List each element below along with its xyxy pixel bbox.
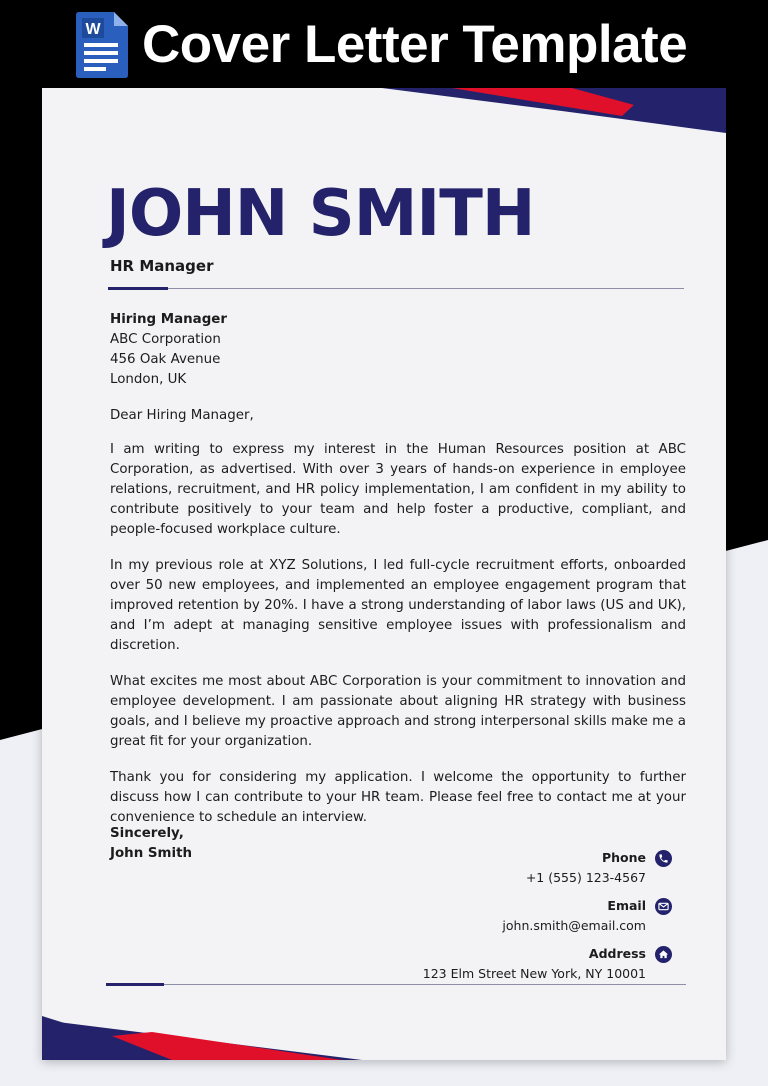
body-paragraph: I am writing to express my interest in the Human Resources position at ABC Corporation, as advertised. With over 3 years of hands-on experience in employee relations, recruitment, and HR policy implementation, I am confident in my ability to contribute positively to your team and help foster a productive, compliant, and people-focused workplace culture. xyxy=(110,442,686,537)
applicant-name: JOHN SMITH xyxy=(106,177,535,251)
header-title: Cover Letter Template xyxy=(142,15,688,74)
header-divider xyxy=(108,288,684,289)
body-paragraph: Thank you for considering my application. I welcome the opportunity to further discuss how I can contribute to your HR team. Please feel free to contact me at your convenience to schedule an interview. xyxy=(110,770,686,825)
contact-email xyxy=(372,896,672,936)
footer-divider-accent xyxy=(106,983,164,986)
phone-icon xyxy=(655,850,672,867)
contact-phone xyxy=(372,848,672,888)
body-paragraph: In my previous role at XYZ Solutions, I led full-cycle recruitment efforts, onboarded over 50 new employees, and implemented an employee engagement program that improved retention by 20%. I have a strong understanding of labor laws (US and UK), and I’m adept at managing sensitive employee issues with professionalism and discretion. xyxy=(110,558,686,653)
word-doc-icon xyxy=(76,12,128,78)
word-icon-letter: W xyxy=(85,21,101,38)
letter-page xyxy=(42,88,726,1060)
email-label: Email xyxy=(607,898,646,913)
recipient-company: ABC Corporation xyxy=(110,332,221,347)
phone-label: Phone xyxy=(601,850,646,865)
contact-block xyxy=(372,848,672,992)
footer-divider xyxy=(108,984,686,985)
address-value: 123 Elm Street New York, NY 10001 xyxy=(422,966,646,981)
header-divider-accent xyxy=(108,287,168,290)
signature-name: John Smith xyxy=(110,846,193,861)
recipient-title: Hiring Manager xyxy=(110,312,227,327)
header-bar xyxy=(0,0,768,88)
recipient-block xyxy=(110,310,670,390)
salutation: Dear Hiring Manager, xyxy=(110,408,254,423)
email-icon xyxy=(655,898,672,915)
contact-address xyxy=(372,944,672,984)
recipient-city: London, UK xyxy=(110,372,187,387)
phone-value: +1 (555) 123-4567 xyxy=(525,870,646,885)
closing: Sincerely, xyxy=(110,826,184,841)
closing-block xyxy=(110,824,192,864)
recipient-street: 456 Oak Avenue xyxy=(110,352,221,367)
letter-body xyxy=(110,440,686,844)
home-icon xyxy=(655,946,672,963)
email-value[interactable]: john.smith@email.com xyxy=(502,918,646,933)
address-label: Address xyxy=(588,946,646,961)
body-paragraph: What excites me most about ABC Corporation is your commitment to innovation and employee development. I am passionate about aligning HR strategy with business goals, and I believe my proactive approach and strong interpersonal skills make me a great fit for your organization. xyxy=(110,674,686,749)
applicant-role: HR Manager xyxy=(110,257,214,275)
